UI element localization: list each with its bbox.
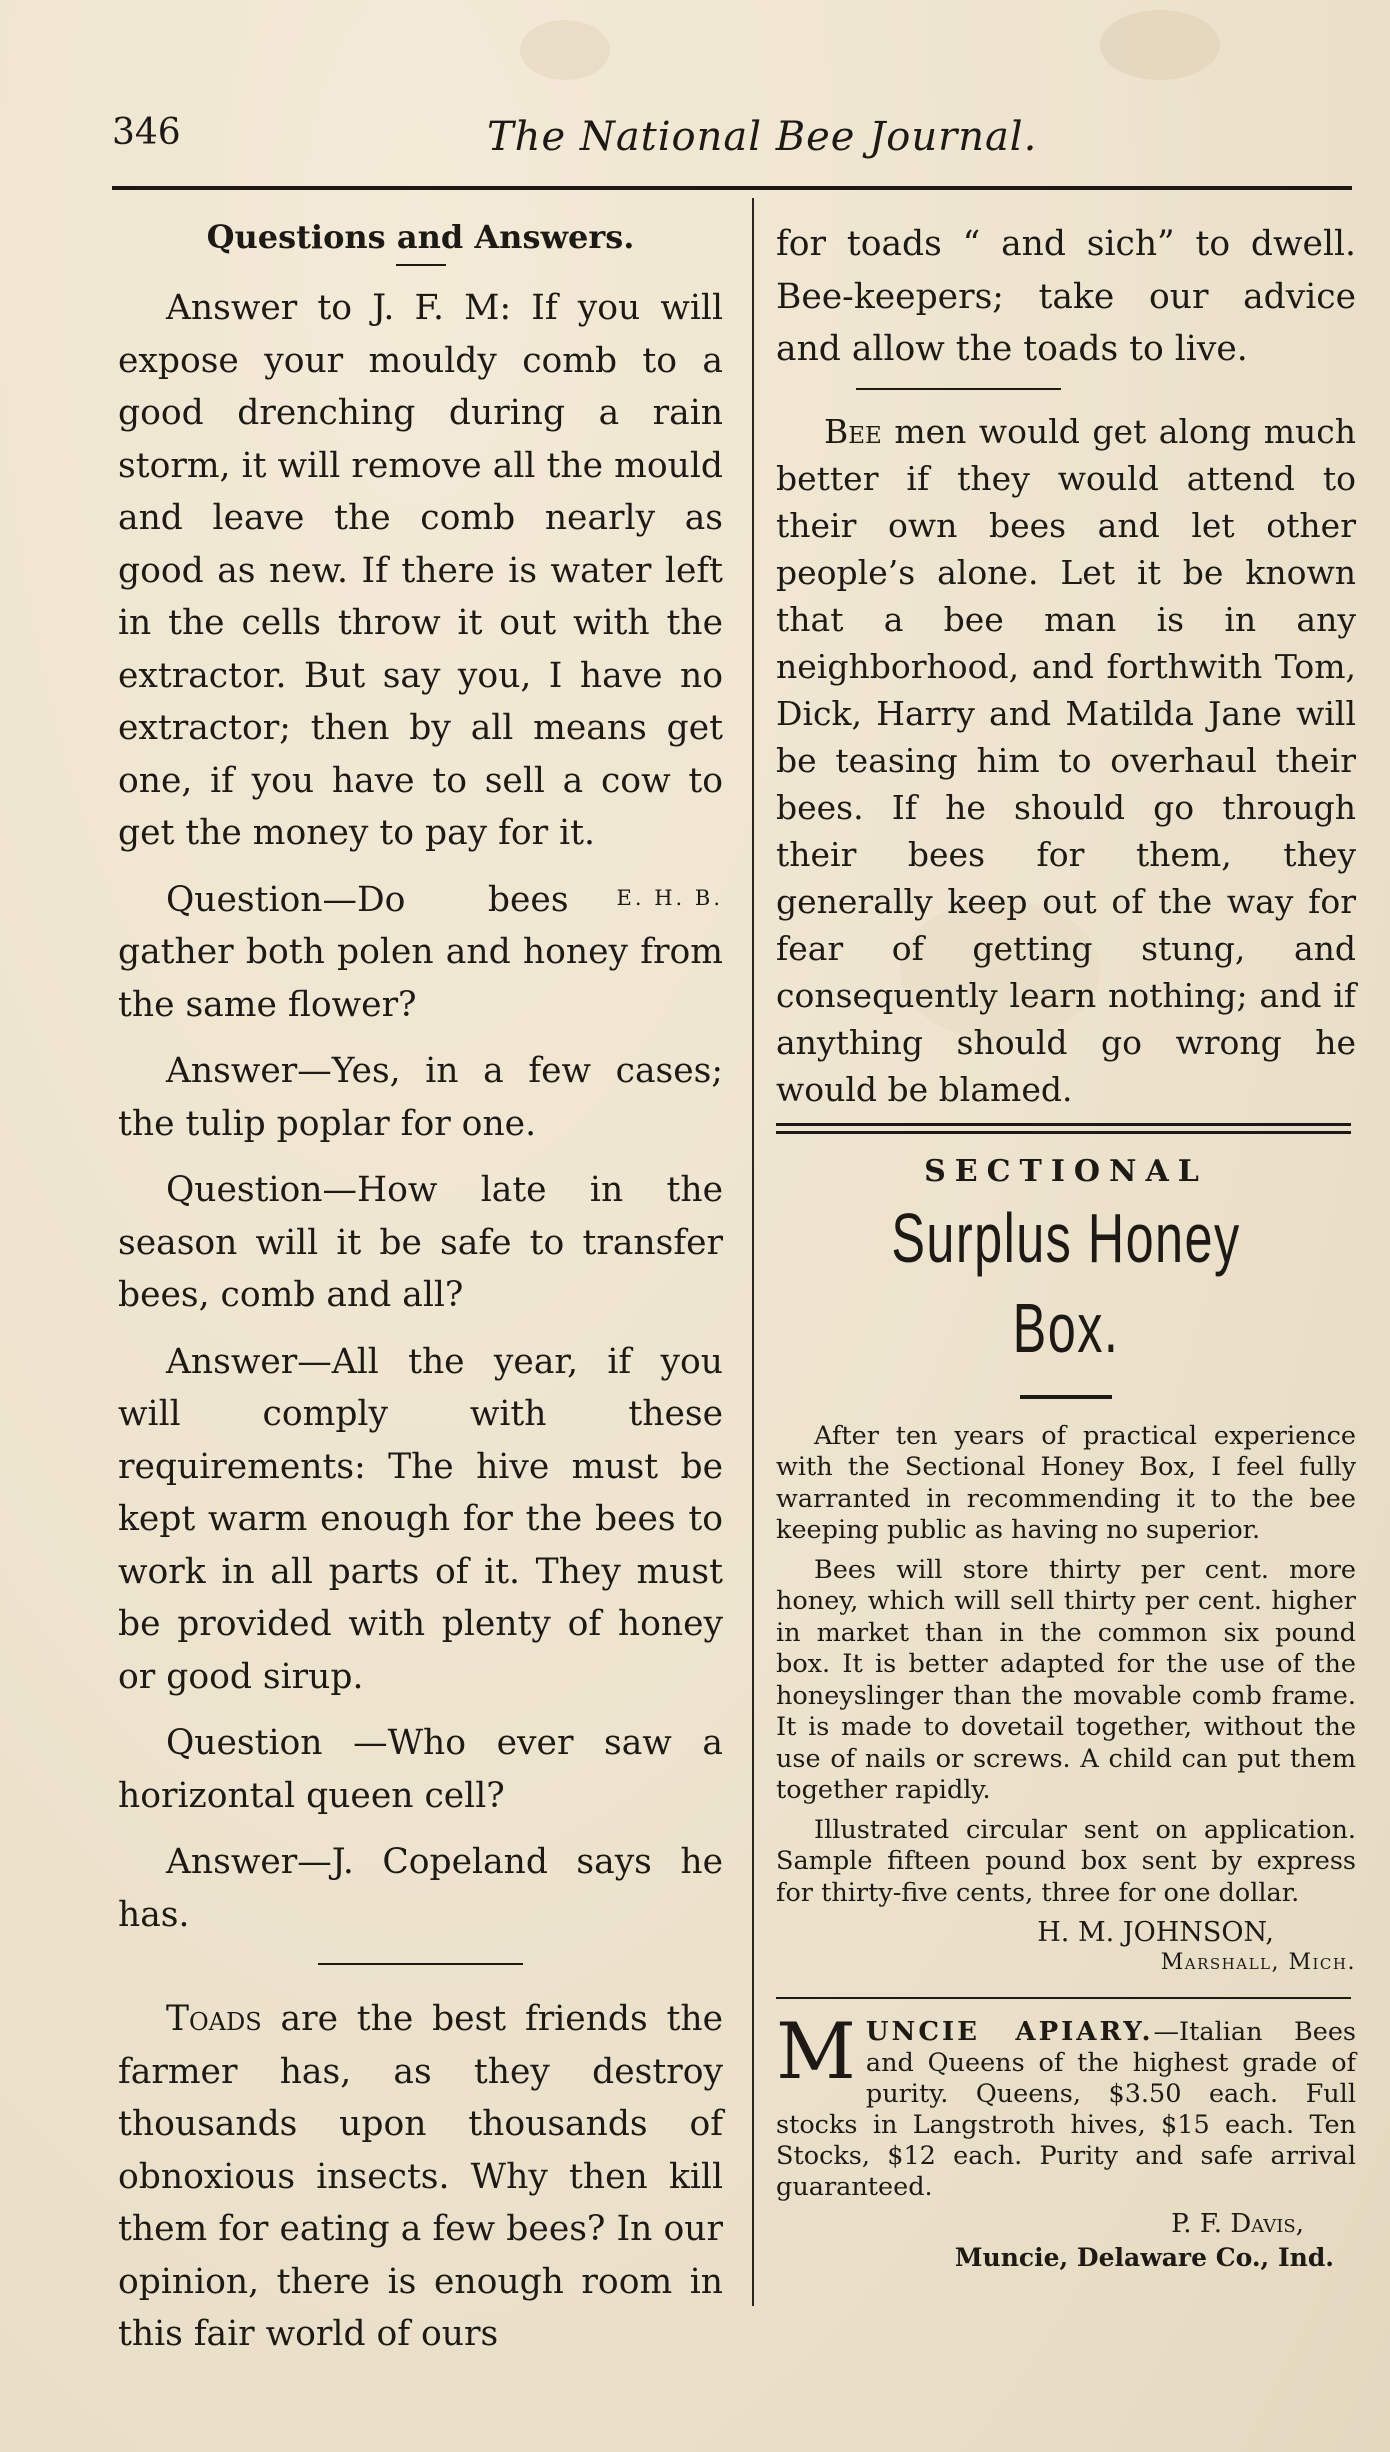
section-title-rule xyxy=(396,264,446,266)
qa-paragraph: Question—How late in the season will it be safe to transfer bees, comb and all? xyxy=(118,1170,723,1315)
qa-paragraph: Question—Do bees gather both polen and honey from the same flower? xyxy=(118,879,723,1025)
muncie-place: Muncie, Delaware Co., Ind. xyxy=(954,2243,1334,2272)
paper-stain xyxy=(520,20,610,80)
left-column xyxy=(118,218,723,2361)
toads-paragraph: Toads are the best friends the farmer has, as they destroy thousands upon thousands of obnoxious insects. Why then kill them for eating a few bees? In our opinion, there is enough room in this fair world of ours xyxy=(118,1999,723,2354)
ad-signer-place: Marshall, Mich. xyxy=(1160,1950,1356,1975)
separator-rule xyxy=(318,1963,523,1965)
qa-paragraph: Question —Who ever saw a horizontal queen cell? xyxy=(118,1723,723,1816)
muncie-heading: UNCIE APIARY. xyxy=(865,2017,1154,2047)
page-number: 346 xyxy=(112,112,181,153)
section-title: Questions and Answers. xyxy=(206,218,635,256)
qa-paragraph: Answer—All the year, if you will comply with these requirements: The hive must be kept warm enough for the bees to work in all parts of it. They must be provided with plenty of honey or good sirup. xyxy=(118,1341,723,1697)
muncie-text: —Italian Bees and Queens of the highest grade of purity. Queens, $3.50 each. Full stocks in Langstroth hives, $15 each. Ten Stocks, $12 each. Purity and safe arrival guaranteed. xyxy=(776,2017,1356,2202)
bee-men-paragraph: Bee men would get along much better if they would attend to their own bees and let other people’s alone. Let it be known that a bee man is in any neighborhood, and forthwith Tom, Dick, Harry and Matilda Jane will be teasing him to overhaul their bees. If he should go through their bees for them, they generally keep out of the way for fear of getting stung, and consequently learn nothing; and if anything should go wrong he would be blamed. xyxy=(776,411,1356,1109)
journal-title: The National Bee Journal. xyxy=(487,114,1038,160)
ad-paragraph: Bees will store thirty per cent. more honey, which will sell thirty per cent. higher in market than in the common six pound box. It is better adapted for the use of the honeyslinger than the movable comb frame. It is made to dovetail together, without the use of nails or screws. A child can put them together rapidly. xyxy=(776,1554,1356,1805)
signature: E. H. B. xyxy=(616,885,723,910)
muncie-signer: P. F. Davis, xyxy=(1171,2209,1304,2239)
drop-cap: M xyxy=(776,2007,856,2097)
qa-paragraph: Answer—J. Copeland says he has. xyxy=(118,1842,723,1935)
ad-kicker: SECTIONAL xyxy=(924,1153,1208,1189)
ad-rule xyxy=(1020,1395,1112,1399)
header-rule xyxy=(112,186,1352,190)
toads-continued-paragraph: for toads “ and sich” to dwell. Bee-keepers; take our advice and allow the toads to live. xyxy=(776,224,1356,369)
ad-signer: H. M. JOHNSON, xyxy=(1037,1917,1274,1948)
column-divider xyxy=(752,198,754,2306)
ad-separator xyxy=(776,1997,1351,1999)
page-header xyxy=(112,112,1352,172)
ad-paragraph: After ten years of practical experience with the Sectional Honey Box, I feel fully warranted in recommending it to the bee keeping public as having no superior. xyxy=(776,1420,1356,1545)
qa-paragraph: Answer—Yes, in a few cases; the tulip poplar for one. xyxy=(118,1051,723,1144)
advert-double-rule xyxy=(776,1123,1351,1134)
ad-paragraph: Illustrated circular sent on application. Sample fifteen pound box sent by express for thirty-five cents, three for one dollar. xyxy=(776,1814,1356,1908)
muncie-ad xyxy=(776,2007,1356,2203)
qa-paragraph: Answer to J. F. M: If you will expose your mouldy comb to a good drenching during a rain storm, it will remove all the mould and leave the comb nearly as good as new. If there is water left in the cells throw it out with the extractor. But say you, I have no extractor; then by all means get one, if you have to sell a cow to get the money to pay for it. E. H. B. xyxy=(118,282,723,860)
right-column xyxy=(776,218,1356,2272)
ad-title: Surplus Honey Box. xyxy=(891,1198,1241,1367)
separator-rule xyxy=(856,388,1061,390)
paper-stain xyxy=(1100,10,1220,80)
